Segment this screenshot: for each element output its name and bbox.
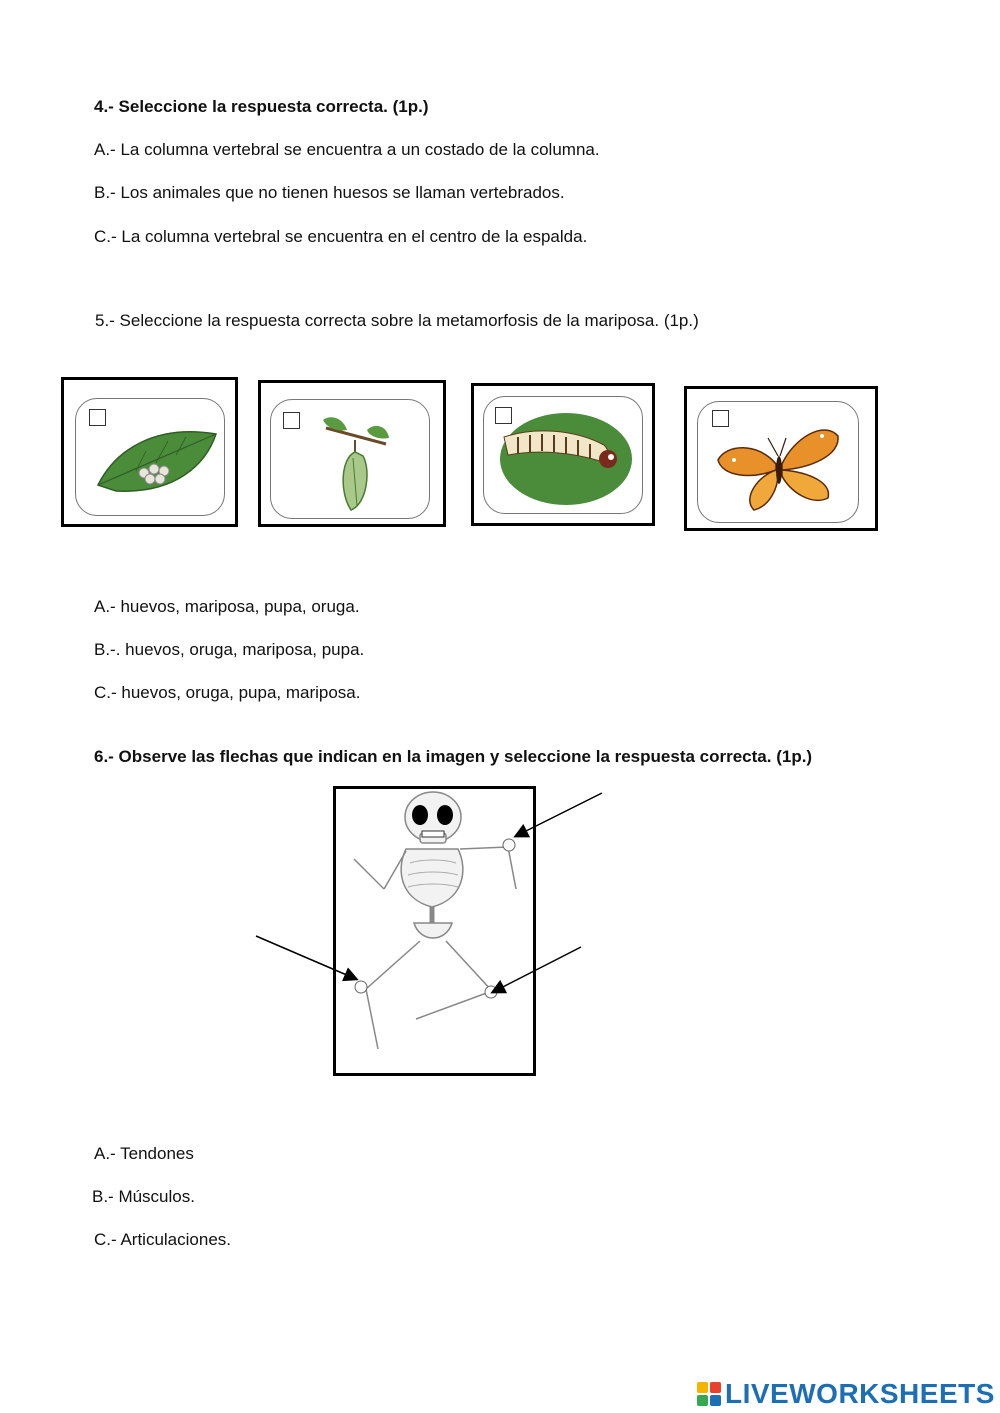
question-6-title: 6.- Observe las flechas que indican en la imagen y seleccione la respuesta correcta. (1p.) — [94, 747, 813, 766]
question-5-option-a[interactable]: A.- huevos, mariposa, pupa, oruga. — [94, 597, 360, 616]
question-4-option-c[interactable]: C.- La columna vertebral se encuentra en el centro de la espalda. — [94, 227, 588, 246]
caterpillar-icon — [484, 397, 644, 515]
egg-leaf-icon — [76, 399, 226, 517]
question-4-option-a[interactable]: A.- La columna vertebral se encuentra a un costado de la columna. — [94, 140, 600, 159]
skeleton-image-frame — [333, 786, 536, 1076]
card-caterpillar — [471, 383, 655, 526]
question-5-option-b[interactable]: B.-. huevos, oruga, mariposa, pupa. — [94, 640, 365, 659]
card-eggs — [61, 377, 238, 527]
card-pupa — [258, 380, 446, 527]
card-butterfly — [684, 386, 878, 531]
question-6-option-b[interactable]: B.- Músculos. — [92, 1187, 195, 1206]
card-pupa-frame — [270, 399, 430, 519]
question-5-option-c[interactable]: C.- huevos, oruga, pupa, mariposa. — [94, 683, 361, 702]
liveworksheets-logo — [697, 1378, 995, 1410]
question-6-option-c[interactable]: C.- Articulaciones. — [94, 1230, 231, 1249]
skeleton-icon — [336, 789, 533, 1073]
card-butterfly-frame — [697, 401, 859, 523]
question-4-title: 4.- Seleccione la respuesta correcta. (1p.) — [94, 97, 429, 116]
logo-text: LIVEWORKSHEETS — [725, 1378, 995, 1409]
logo-blocks-icon — [697, 1382, 721, 1406]
butterfly-icon — [698, 402, 860, 524]
pupa-icon — [271, 400, 431, 520]
question-4-option-b[interactable]: B.- Los animales que no tienen huesos se llaman vertebrados. — [94, 183, 565, 202]
card-eggs-frame — [75, 398, 225, 516]
card-caterpillar-frame — [483, 396, 643, 514]
question-6-option-a[interactable]: A.- Tendones — [94, 1144, 194, 1163]
question-5-title: 5.- Seleccione la respuesta correcta sobre la metamorfosis de la mariposa. (1p.) — [95, 311, 699, 330]
